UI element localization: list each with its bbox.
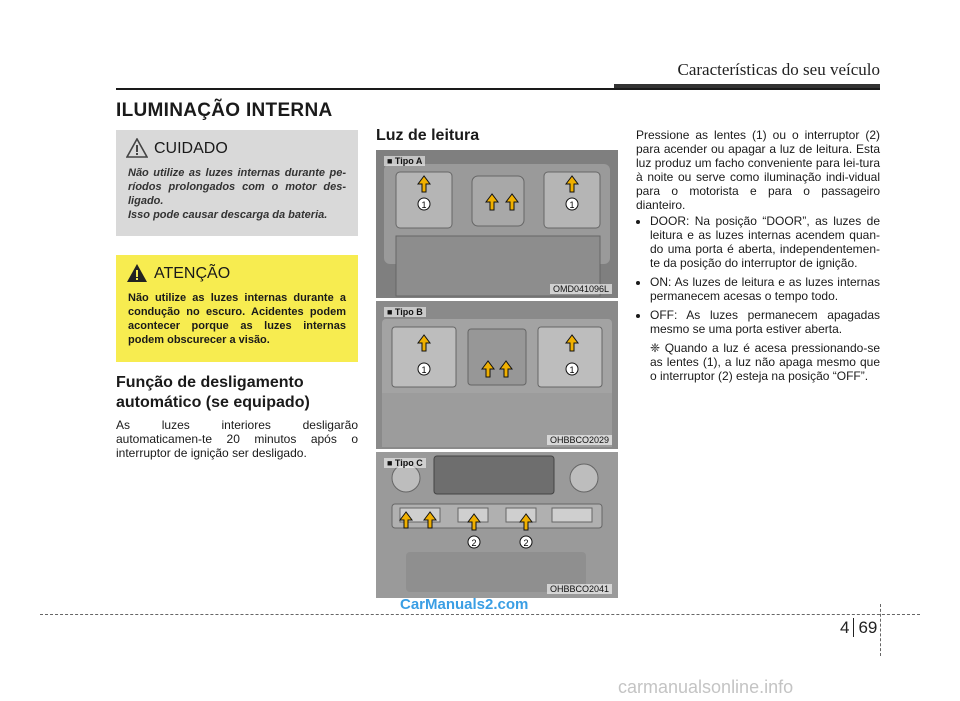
watermark-bottom: carmanualsonline.info xyxy=(618,677,794,697)
reading-light-intro: Pressione as lentes (1) ou o interruptor (2) para acender ou apagar a luz de leitura. Esta luz produz um facho conveniente para lei-tura à noite ou serve como iluminação indi-vidual para o motorista e para o passageiro dianteiro. xyxy=(636,128,880,212)
figure-a-code: OMD041096L xyxy=(550,284,612,294)
caution-title: CUIDADO xyxy=(154,140,228,157)
figure-a-tag: ■ Tipo A xyxy=(384,156,425,166)
overhead-console-image-a xyxy=(376,150,618,298)
svg-text:1: 1 xyxy=(569,200,575,210)
auto-off-body: As luzes interiores desligarão automaticamen-te 20 minutos após o interruptor de ignição ser desligado. xyxy=(116,418,358,460)
svg-text:2: 2 xyxy=(471,538,477,548)
header-rule xyxy=(116,88,880,90)
caution-title-row xyxy=(154,140,346,158)
switch-position-list xyxy=(636,214,880,336)
watermark-top: CarManuals2.com xyxy=(400,596,529,613)
svg-text:2: 2 xyxy=(523,538,529,548)
reading-light-title: Luz de leitura xyxy=(376,127,480,144)
figure-b-tag: ■ Tipo B xyxy=(384,307,426,317)
page-number-value: 69 xyxy=(858,618,878,637)
figure-type-b xyxy=(376,301,618,449)
svg-text:1: 1 xyxy=(421,200,427,210)
auto-off-title: Função de desligamento automático (se equipado) xyxy=(116,374,310,411)
notice-title: ATENÇÃO xyxy=(154,265,231,282)
caution-line-1: Não utilize as luzes internas durante pe-ríodos prolongados com o motor des-ligado. xyxy=(128,167,346,207)
reading-light-note: ❈ Quando a luz é acesa pressionando-se as lentes (1), a luz não apaga mesmo que o interruptor (2) esteja na posição “OFF”. xyxy=(650,341,880,383)
svg-text:1: 1 xyxy=(421,365,427,375)
notice-body: Não utilize as luzes internas durante a condução no escuro. Acidentes podem acontecer porque as luzes internas podem obscurecer a visão. xyxy=(128,292,346,346)
svg-text:1: 1 xyxy=(569,365,575,375)
warning-outline-icon xyxy=(126,138,148,163)
list-item-off: • OFF: As luzes permanecem apagadas mesmo se uma porta estiver aberta. xyxy=(650,308,880,336)
figure-b-code: OHBBCO2029 xyxy=(547,435,612,445)
reading-light-text xyxy=(636,128,880,383)
figure-c-tag: ■ Tipo C xyxy=(384,458,426,468)
footer-dashed-rule xyxy=(40,614,920,615)
section-title: ILUMINAÇÃO INTERNA xyxy=(116,100,333,121)
list-item-door: • DOOR: Na posição “DOOR”, as luzes de leitura e as luzes internas acendem quan-do uma porta é aberta, independentemen-te da posição do interruptor de ignição. xyxy=(650,214,880,270)
caution-box xyxy=(116,130,358,236)
notice-box xyxy=(116,255,358,362)
list-item-on: • ON: As luzes de leitura e as luzes internas permanecem acesas o tempo todo. xyxy=(650,275,880,303)
caution-line-2: Isso pode causar descarga da bateria. xyxy=(128,209,328,221)
figure-c-code: OHBBCO2041 xyxy=(547,584,612,594)
warning-filled-icon xyxy=(126,263,148,288)
overhead-console-image-b xyxy=(376,301,618,449)
page-number xyxy=(840,618,920,638)
chapter-number: 4 xyxy=(840,618,850,637)
figure-type-a xyxy=(376,150,618,298)
overhead-console-image-c xyxy=(376,452,618,598)
chapter-header: Características do seu veículo xyxy=(677,60,880,79)
notice-title-row xyxy=(154,265,346,283)
figure-type-c xyxy=(376,452,618,598)
